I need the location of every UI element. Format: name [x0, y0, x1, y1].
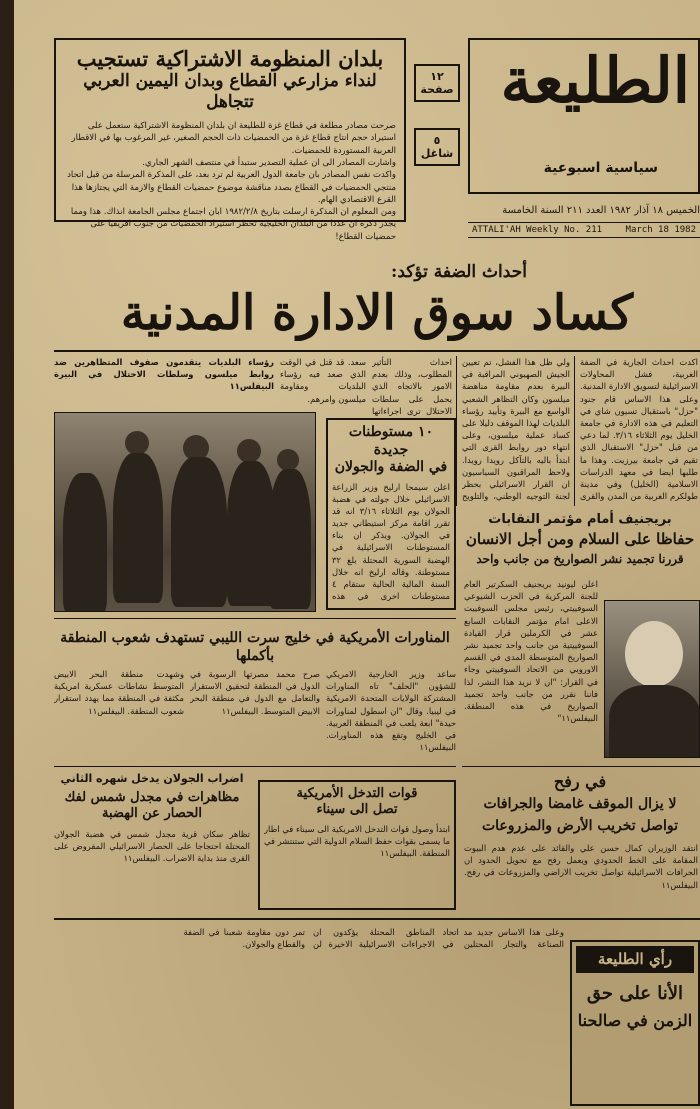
libya-headline: المناورات الأمريكية في خليج سرت الليبي تستهدف شعوب المنطقة بأكملها — [60, 630, 450, 664]
golan-kicker: اضراب الجولان يدخل شهره الثاني — [60, 772, 244, 785]
page-ref-number: ١٢ — [430, 70, 444, 83]
bottom-text: وعلى هذا الاساس جديد مد اتحاد الصناعة والتجار المحتلين في المناطق المحتلة يؤكدون ان الاجراءات الاسرائيلية الاخيرة لن تمر دون مقاومة شعبنا في الضفة والقطاع والجولان. — [183, 927, 564, 950]
top-story-paragraph: صرحت مصادر مطلعة في قطاع غزة للطليعة ان بلدان المنظومة الاشتراكية ستعمل على استيراد حجم انتاج قطاع غزة من الحمضيات ذات الحجم الصغير، غير المرغوب بها في الاقطار العربية المستوردة للحمضيات. — [71, 120, 396, 156]
page-ref-label: صفحة — [420, 83, 454, 97]
rafah-body: انتقد الوزيران كمال حسن علي والقائد على عدم هدم البيوت المقامة على الخط الحدودي ويعمل رفح مع تحويل الحدود ان الجرافات الاسرائيلية تواصل تخريب الاراضي والمزروعات في رفح. البيفلس١١ — [464, 843, 698, 890]
sinai-headline-2: تصل الى سيناء — [316, 802, 398, 818]
rafah-headline-2: تواصل تخريب الأرض والمزروعات — [481, 818, 679, 834]
libya-column-2: صرح محمد مصرتها الرسوبة في الدول في المنطقة لتحقيق الاستقرار والتعامل مع الدول في منطقة البحر الابيض المتوسط. البيفلس١١ — [190, 669, 320, 716]
brezhnev-body: اعلن ليونيد بريجنيف السكرتير العام للجنة المركزية في الحزب الشيوعي السوفييتي، رئيس مجلس السوفييت الاعلى امام مؤتمر النقابات السابع عشر في الكرملين قرار القيادة السوفييتية من جانب واحد تجميد نشر الصواريخ المتوسطة المدى في القسم الاوروبي من الاتحاد السوفييتي وجاء في القرار: "ان لا نريد هذا النشر، لذا فاننا نقرر من جانب واحد تجميد الصواريخ في هذه المنطقة. البيفلس١١" — [464, 579, 598, 724]
page-ref-number: ٥ — [433, 134, 441, 147]
person-figure — [269, 469, 311, 609]
masthead — [468, 38, 700, 194]
editorial-box — [570, 940, 700, 1106]
rafah-kicker: في رفح — [553, 772, 607, 791]
divider — [574, 356, 575, 506]
column-1: اكدت احداث الجارية في الضفة الغربية، فشل المحاولات الاسرائيلية لتسويق الادارة المدنية. وعلى هذا الاساس قام جنود "حزل" باستقبال تسيون شاي في التعليم في هذه الادارة في جامعة الخليل يوم الثلاثاء ٣/١٦. لما دعي من قبل "حزل" الاستقبال الذي تقيم في جامعة بيرزيت. وهذا ما طلبها ايضا في معهد الدراسات الاسلامية (الخليل) وفي مدينة طولكرم الغربية من المدن والقرى — [580, 357, 698, 502]
person-figure — [113, 453, 163, 603]
newspaper-logo: الطليعة — [500, 44, 690, 117]
golan-body: تظاهر سكان قرية مجدل شمس في هضبة الجولان المحتلة احتجاجا على الحصار الاسرائيلي المفروض على القرى منذ بداية الاضراب. البيفلس١١ — [54, 829, 250, 864]
libya-column-3: وشهدت منطقة البحر الابيض المتوسط نشاطات عسكرية امريكية مكثفة في المنطقة مما يهدد استقرار شعوب المنطقة. البيفلس١١ — [54, 669, 184, 716]
portrait-face — [625, 621, 683, 687]
editorial-headline-1: الأنا على حق — [586, 982, 684, 1004]
brezhnev-headline-2: قررنا تجميد نشر الصواريخ من جانب واحد — [476, 552, 684, 566]
brezhnev-kicker: بريجنيف أمام مؤتمر النقابات — [488, 512, 672, 527]
issue-line-english — [468, 222, 700, 238]
divider — [54, 766, 456, 767]
top-story-paragraph: واكدت نفس المصادر بان جامعة الدول العربية لم ترد بعد، على المذكرة المرسلة من قبل اتحاد منتجي الحمضيات في القطاع بصدد مناقشة موضوع حمضيات القطاع والازمة التي يجتازها هذا القرع الاقتصادي الهام. — [67, 170, 396, 205]
page-ref-5 — [414, 128, 460, 166]
brezhnev-photo — [604, 600, 700, 758]
english-date: March 18 1982 — [625, 225, 696, 235]
divider — [462, 766, 700, 767]
settlements-body: اعلن سيمحا ارليخ وزير الزراعة الاسرائيلي خلال جولته في هضبة الجولان يوم الثلاثاء ٣/١٦ انه قد تقرر اقامة مركز استيطاني جديد في الجولان. ويذكر ان بناء المستوطنات الاسرائيلية في الهضبة السورية المحتلة بلغ ٣٢ مستوطنة. وقاله ارليخ انه خلال السنة المالية الحالية ستقام ٤ مستوطنات اخرى في هذه — [332, 481, 450, 601]
page-ref-label: شاغل — [420, 147, 454, 161]
person-figure — [227, 461, 275, 606]
column-3: احداث التأثير المطلوب، وذلك بعدم الامور بالاتجاه الذي يحمل على سلطات الاحتلال ترى اجراءاتها — [372, 357, 452, 416]
brezhnev-headline-1: حفاظا على السلام ومن أجل الانسان — [465, 530, 695, 548]
top-story-headline-1: بلدان المنظومة الاشتراكية تستجيب — [76, 46, 384, 71]
divider — [456, 356, 457, 506]
top-story-paragraph: ومن المعلوم ان المذكرة ارسلت بتاريخ ١٩٨٢/٢/٨ ابان اجتماع مجلس الجامعة انذاك. هذا ومما يجدر ذكره ان عددا من البلدان الخليجية تحظر استيراد الحمضيات من جنوب افريقيا على حمضيات القطاع! — [70, 207, 396, 242]
sinai-box — [258, 780, 456, 910]
column-4: سعد. قد قتل في الوقت الذي صعد فيه رؤساء البلديات ومقاومة ميلسون وامرهم. — [280, 357, 366, 404]
portrait-body — [609, 685, 700, 758]
settlements-headline-2: في الضفة والجولان — [334, 459, 448, 475]
photo-caption: رؤساء البلديات يتقدمون صفوف المتظاهرين ضد روابط ميلسون وسلطات الاحتلال في البيرة البيفلس١١ — [54, 357, 274, 392]
divider — [54, 350, 700, 352]
person-figure — [63, 473, 107, 612]
top-story-box — [54, 38, 406, 242]
settlements-box — [326, 418, 456, 610]
top-story-paragraph: واشارت المصادر الى ان عملية التصدير ستبدأ في منتصف الشهر الجاري. — [142, 157, 396, 168]
person-figure — [277, 449, 299, 471]
sinai-body: ابتدأ وصول قوات التدخل الامريكية الى سيناء في اطار ما يسمى بقوات حفظ السلام الدولية التي ستنتشر في المنطقة. البيفلس١١ — [264, 823, 450, 858]
top-story-headline-2: لنداء مزارعي القطاع وبدان اليمين العربي تتجاهل — [83, 71, 377, 112]
english-name: ATTALI'AH Weekly No. 211 — [472, 225, 603, 235]
main-headline: كساد سوق الادارة المدنية — [120, 286, 634, 341]
main-story-kicker: أحداث الضفة تؤكد: — [391, 262, 527, 282]
person-figure — [237, 439, 261, 463]
newspaper-tagline: سياسية اسبوعية — [543, 160, 658, 176]
page-ref-12 — [414, 64, 460, 102]
divider — [54, 618, 456, 619]
column-2: ولي ظل هذا الفشل، تم تعيين الجيش الصهيوني المراقبة في البيرة بعدم مقاومة مناهضة ميلسون وكان التظاهر الشعبي الواسع مع البيرة وتأييد رؤساء البلديات لهذا الموقف دليلا على كساد عملية ميلسون، وعلى انتهاء دور روابط القرى التي ابتدأ باليه بالتآكل رويدا رويدا. ولاحظ المراقبون السياسيون ان القرار الاسرائيلي بحظر لجنة التوجيه الوطني، والتلويح — [462, 357, 570, 502]
libya-column-1: ساعد وزير الخارجية الامريكي للشؤون "الحلف" تاه المناورات المشتركة الولايات المتحدة الامريكية في ليبيا. وقال "ان اسطول لمناورات حيدة" ابعة يلعب في المنطقة العربية. في الخليج وتقع هذه المناورات. البيفلس١١ — [326, 669, 456, 753]
person-figure — [125, 431, 149, 455]
editorial-headline-2: الزمن في صالحنا — [577, 1011, 693, 1031]
golan-headline: مظاهرات في مجدل شمس لفك الحصار عن الهضبة — [64, 790, 240, 822]
editorial-label: رأي الطليعة — [576, 946, 694, 973]
sinai-headline-1: قوات التدخل الأمريكية — [296, 786, 418, 801]
rafah-headline-1: لا يزال الموقف غامضا والجرافات — [483, 796, 677, 812]
protest-photo — [54, 412, 316, 612]
settlements-headline-1: ١٠ مستوطنات جديدة — [348, 424, 434, 458]
person-figure — [171, 457, 227, 607]
issue-line-arabic: الخميس ١٨ آذار ١٩٨٢ العدد ٢١١ السنة الخامسة — [502, 205, 700, 216]
divider — [54, 918, 700, 920]
newspaper-page — [14, 0, 700, 1109]
